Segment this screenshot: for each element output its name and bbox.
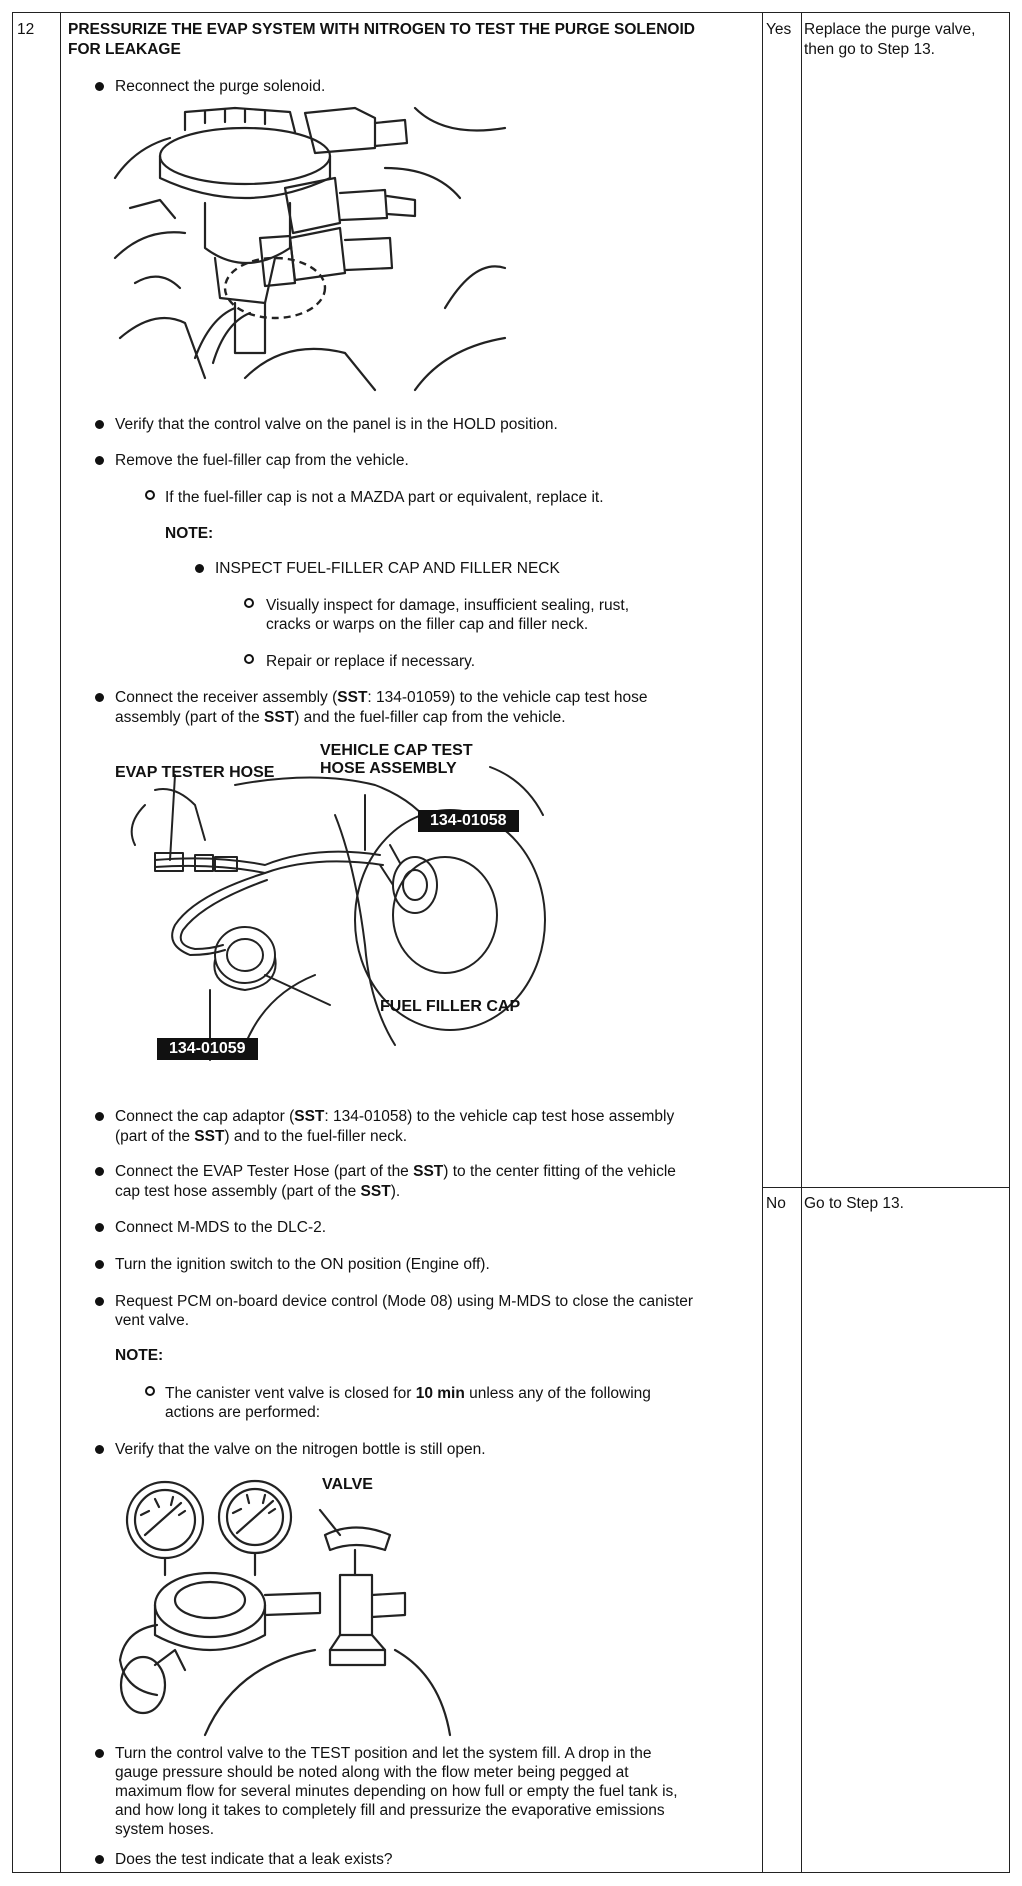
bullet bbox=[95, 1297, 104, 1306]
figure-label-valve: VALVE bbox=[322, 1476, 373, 1493]
bullet bbox=[95, 1445, 104, 1454]
bullet bbox=[95, 693, 104, 702]
table-top-border bbox=[12, 12, 1010, 13]
result-yes-action-line-2: then go to Step 13. bbox=[804, 41, 935, 58]
instruction-visual-line-1: Visually inspect for damage, insufficient sealing, rust, bbox=[266, 597, 630, 614]
part-label-134-01058: 134-01058 bbox=[418, 810, 519, 832]
result-yes-label: Yes bbox=[766, 21, 792, 38]
yes-no-divider bbox=[762, 1187, 1010, 1188]
step-title-line-1: PRESSURIZE THE EVAP SYSTEM WITH NITROGEN TO TEST THE PURGE SOLENOID bbox=[68, 21, 695, 38]
instruction-visual-line-2: cracks or warps on the filler cap and filler neck. bbox=[266, 616, 589, 633]
instruction-ignition: Turn the ignition switch to the ON position (Engine off). bbox=[115, 1256, 490, 1273]
instruction-inspect: INSPECT FUEL-FILLER CAP AND FILLER NECK bbox=[215, 560, 560, 577]
figure-label-vehicle-cap-line-2: HOSE ASSEMBLY bbox=[320, 760, 457, 777]
result-no-action: Go to Step 13. bbox=[804, 1195, 904, 1212]
note-label: NOTE: bbox=[115, 1347, 164, 1364]
bullet bbox=[95, 1112, 104, 1121]
nitrogen-bottle-figure bbox=[115, 1475, 450, 1735]
instruction-request-line-2: vent valve. bbox=[115, 1312, 190, 1329]
instruction-repair: Repair or replace if necessary. bbox=[266, 653, 476, 670]
bullet bbox=[95, 1223, 104, 1232]
table-right-border bbox=[1009, 12, 1010, 1873]
table-left-border bbox=[12, 12, 13, 1873]
bullet bbox=[95, 1167, 104, 1176]
sub-bullet bbox=[244, 598, 254, 608]
table-bottom-border bbox=[12, 1872, 1010, 1873]
instruction-mmds: Connect M-MDS to the DLC-2. bbox=[115, 1219, 327, 1236]
instruction-adaptor-line-2: (part of the SST) and to the fuel-filler neck. bbox=[115, 1128, 408, 1145]
sub-bullet bbox=[244, 654, 254, 664]
bullet bbox=[95, 456, 104, 465]
note-label: NOTE: bbox=[165, 525, 214, 542]
instruction-receiver-line-1: Connect the receiver assembly (SST: 134-01059) to the vehicle cap test hose bbox=[115, 689, 648, 706]
col-divider-instructions bbox=[762, 12, 763, 1873]
instruction-vent-line-2: actions are performed: bbox=[165, 1404, 321, 1421]
instruction-not-mazda: If the fuel-filler cap is not a MAZDA part or equivalent, replace it. bbox=[165, 489, 604, 506]
bullet bbox=[95, 1855, 104, 1864]
sub-bullet bbox=[145, 1386, 155, 1396]
bullet bbox=[95, 82, 104, 91]
instruction-nitrogen: Verify that the valve on the nitrogen bottle is still open. bbox=[115, 1441, 486, 1458]
instruction-verify-hold: Verify that the control valve on the panel is in the HOLD position. bbox=[115, 416, 558, 433]
instruction-turn-line-4: and how long it takes to completely fill and pressurize the evaporative emissions bbox=[115, 1802, 665, 1819]
figure-label-evap-tester-hose: EVAP TESTER HOSE bbox=[115, 764, 275, 781]
instruction-turn-line-3: maximum flow for several minutes depending on how full or empty the fuel tank is, bbox=[115, 1783, 678, 1800]
cap-test-hose-figure bbox=[115, 745, 560, 1085]
bullet bbox=[95, 1260, 104, 1269]
bullet bbox=[95, 420, 104, 429]
result-yes-action-line-1: Replace the purge valve, bbox=[804, 21, 976, 38]
instruction-receiver-line-2: assembly (part of the SST) and the fuel-filler cap from the vehicle. bbox=[115, 709, 566, 726]
figure-label-vehicle-cap-line-1: VEHICLE CAP TEST bbox=[320, 742, 473, 759]
instruction-adaptor-line-1: Connect the cap adaptor (SST: 134-01058) to the vehicle cap test hose assembly bbox=[115, 1108, 675, 1125]
bullet bbox=[95, 1749, 104, 1758]
instruction-tester-line-1: Connect the EVAP Tester Hose (part of the SST) to the center fitting of the vehicle bbox=[115, 1163, 676, 1180]
instruction-turn-line-2: gauge pressure should be noted along with the flow meter being pegged at bbox=[115, 1764, 629, 1781]
step-title-line-2: FOR LEAKAGE bbox=[68, 41, 181, 58]
sub-bullet bbox=[145, 490, 155, 500]
purge-solenoid-figure bbox=[115, 108, 505, 390]
instruction-tester-line-2: cap test hose assembly (part of the SST). bbox=[115, 1183, 401, 1200]
col-divider-step bbox=[60, 12, 61, 1873]
instruction-remove-cap: Remove the fuel-filler cap from the vehicle. bbox=[115, 452, 409, 469]
step-number: 12 bbox=[17, 21, 35, 38]
instruction-turn-line-1: Turn the control valve to the TEST position and let the system fill. A drop in the bbox=[115, 1745, 652, 1762]
instruction-reconnect: Reconnect the purge solenoid. bbox=[115, 78, 326, 95]
result-no-label: No bbox=[766, 1195, 786, 1212]
instruction-turn-line-5: system hoses. bbox=[115, 1821, 215, 1838]
figure-label-fuel-filler-cap: FUEL FILLER CAP bbox=[380, 998, 521, 1015]
instruction-leak-question: Does the test indicate that a leak exists? bbox=[115, 1851, 393, 1868]
instruction-request-line-1: Request PCM on-board device control (Mode 08) using M-MDS to close the canister bbox=[115, 1293, 694, 1310]
instruction-vent-line-1: The canister vent valve is closed for 10 min unless any of the following bbox=[165, 1385, 651, 1402]
bullet bbox=[195, 564, 204, 573]
col-divider-result bbox=[801, 12, 802, 1873]
part-label-134-01059: 134-01059 bbox=[157, 1038, 258, 1060]
